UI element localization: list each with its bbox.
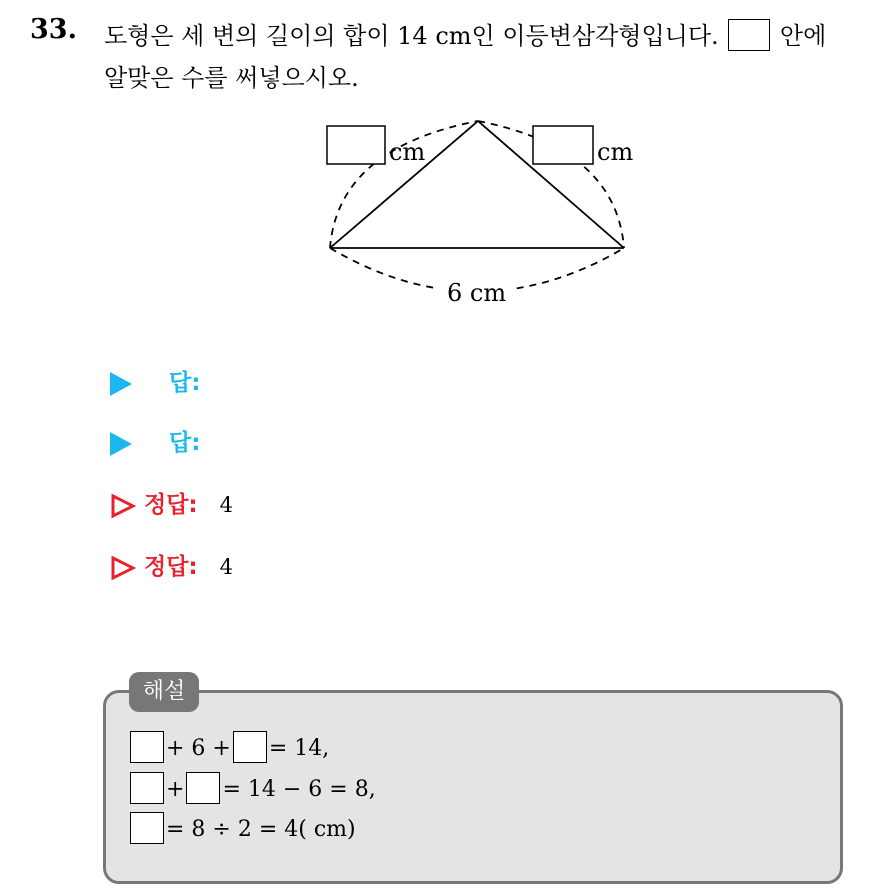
base-length-label: 6 cm	[447, 279, 507, 307]
question-text-1: 도형은 세 변의 길이의 합이 14 cm인 이등변삼각형입니다.	[104, 22, 719, 50]
blank-box	[233, 731, 267, 763]
correct-label: 정답:	[144, 554, 198, 580]
play-triangle-icon	[110, 372, 132, 396]
play-triangle-icon	[110, 432, 132, 456]
outline-triangle-icon	[110, 493, 136, 519]
correct-answer-line-1	[110, 486, 233, 519]
explanation-line-2	[128, 774, 376, 806]
blank-box	[186, 772, 220, 804]
correct-label: 정답:	[144, 492, 198, 518]
blank-box	[130, 812, 164, 844]
answer-label: 답:	[169, 370, 201, 396]
correct-value: 4	[219, 493, 234, 517]
question-number: 33.	[30, 14, 77, 45]
explanation-line-1	[128, 733, 329, 765]
blank-box	[130, 731, 164, 763]
correct-value: 4	[219, 555, 234, 579]
explanation-line-3	[128, 814, 356, 846]
answer-label: 답:	[169, 430, 201, 456]
eq1-end: = 14,	[268, 736, 330, 761]
correct-answer-line-2	[110, 548, 233, 581]
eq3-end: = 8 ÷ 2 = 4( cm)	[166, 817, 356, 842]
right-blank-box	[533, 126, 593, 164]
answer-line-1	[110, 364, 200, 397]
blank-box	[130, 772, 164, 804]
eq2-end: = 14 − 6 = 8,	[222, 777, 376, 802]
question-line-2: 알맞은 수를 써넣으시오.	[104, 64, 359, 92]
question-text-1-end: 안에	[779, 22, 827, 50]
eq1-mid: + 6 +	[166, 736, 231, 761]
eq2-mid: +	[166, 777, 185, 802]
triangle-figure	[0, 0, 884, 330]
outline-triangle-icon	[110, 555, 136, 581]
answer-line-2	[110, 424, 200, 457]
right-unit-label: cm	[597, 138, 634, 166]
explanation-tag: 해설	[129, 672, 199, 712]
left-blank-box	[327, 126, 385, 164]
left-unit-label: cm	[389, 138, 426, 166]
